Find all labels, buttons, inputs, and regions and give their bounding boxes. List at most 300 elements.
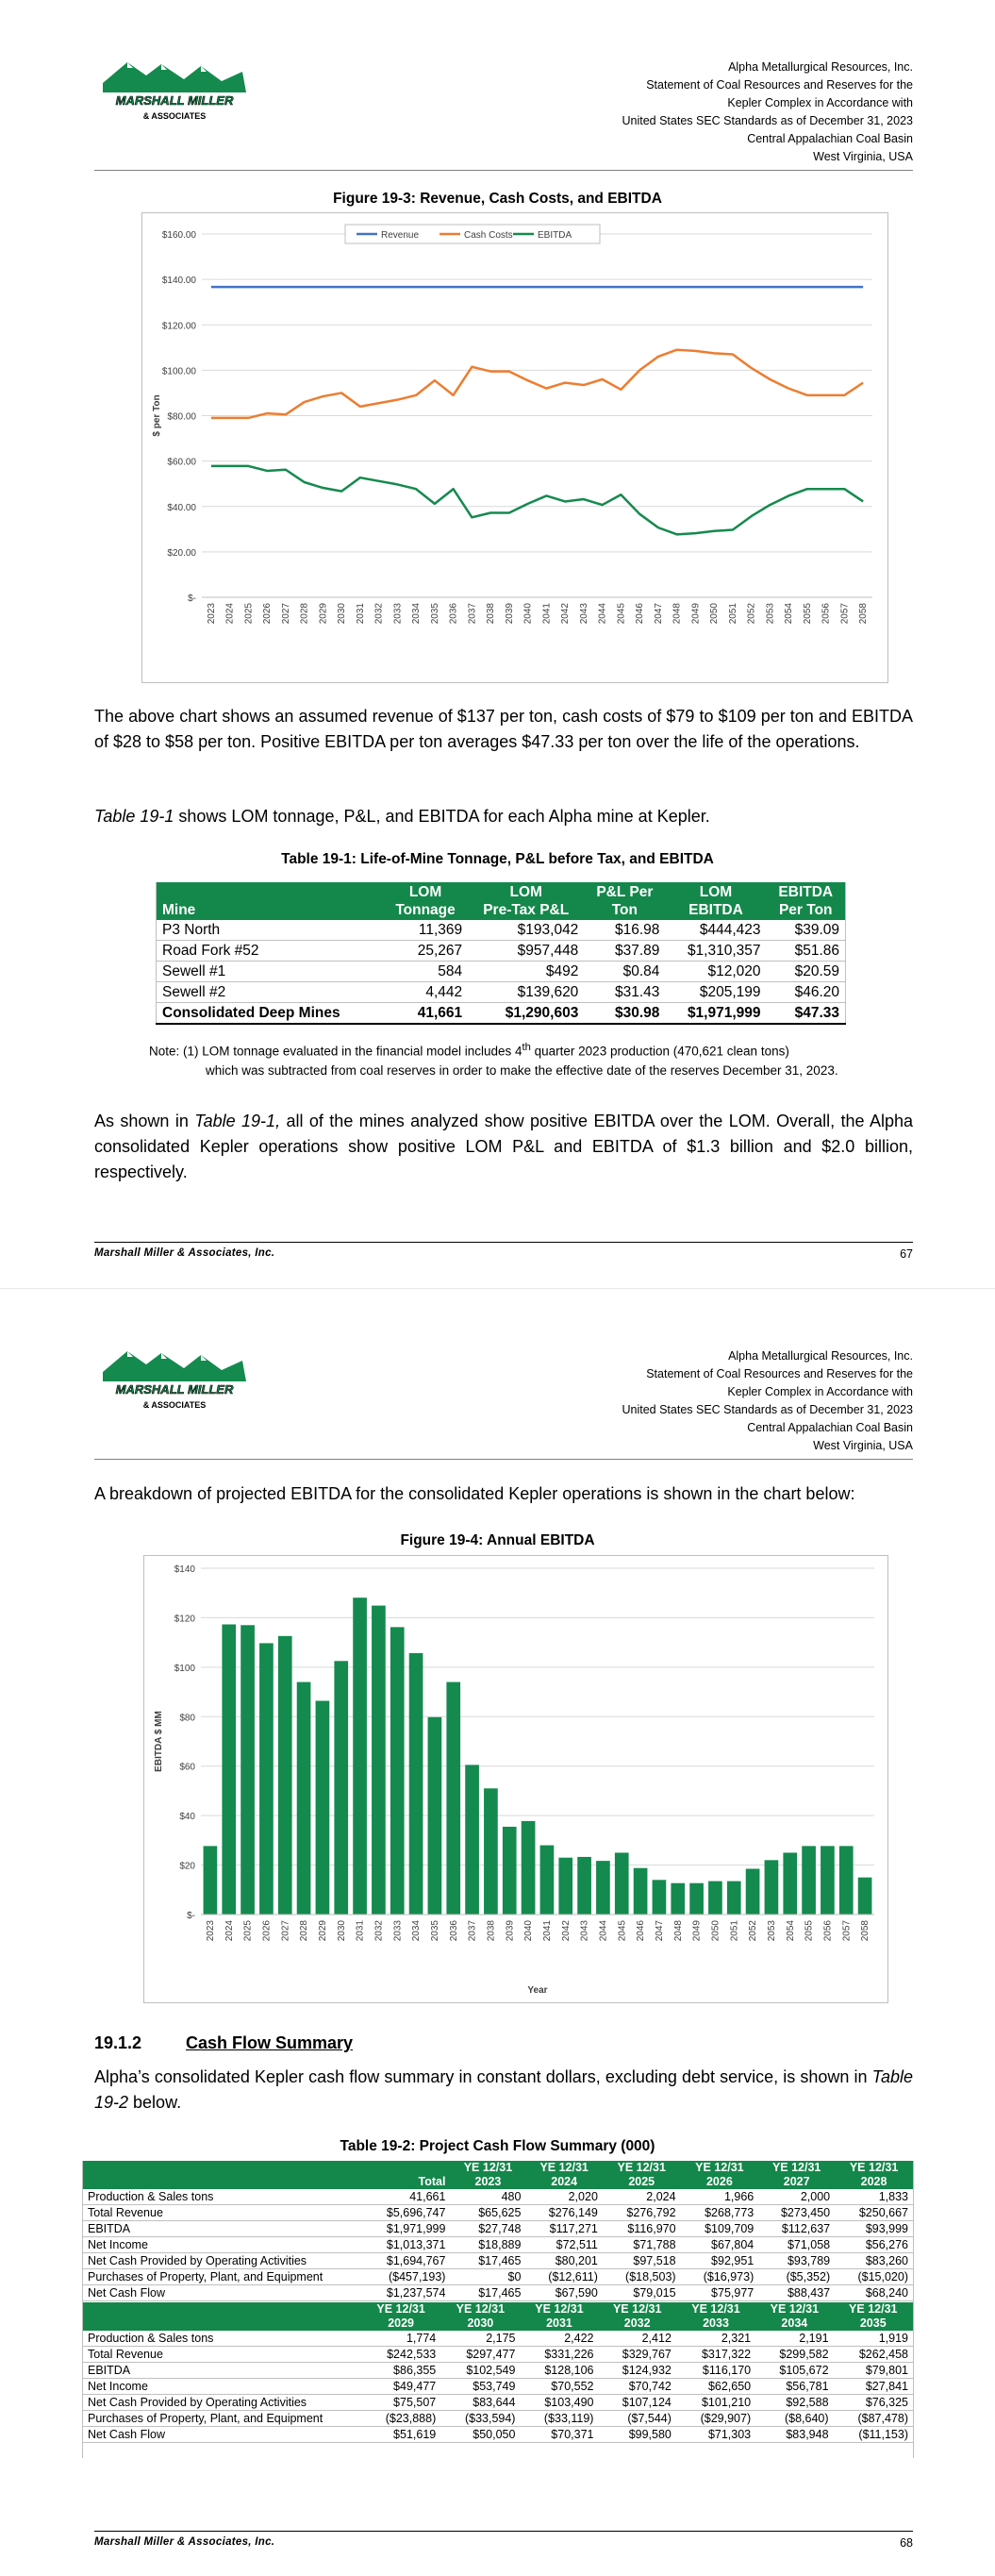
x-tick-label: 2027 [280, 603, 291, 625]
table-cell: $250,667 [835, 2205, 913, 2221]
table-row [83, 2269, 914, 2285]
table-cell: ($12,611) [525, 2269, 602, 2285]
table-cell: 25,267 [383, 941, 468, 962]
y-tick-label: $40.00 [167, 502, 196, 513]
x-tick-label: 2054 [784, 603, 795, 625]
table-cell: 480 [450, 2189, 525, 2205]
header-line: YE 12/31 [771, 2161, 821, 2174]
header-line: West Virginia, USA [813, 150, 913, 163]
paragraph-table-intro [94, 804, 913, 829]
paragraph-text: Alpha’s consolidated Kepler cash flow summary in constant dollars, excluding debt service, is shown in [94, 2067, 872, 2086]
table-cell: $99,580 [598, 2427, 675, 2443]
header-line: YE 12/31 [849, 2161, 899, 2174]
table-cell: $76,325 [834, 2395, 914, 2411]
table-cell: $97,518 [603, 2253, 681, 2269]
header-line: LOM [699, 884, 733, 900]
bar-2030 [334, 1661, 348, 1915]
bar-2037 [465, 1765, 479, 1915]
y-tick-label: $120.00 [161, 321, 196, 332]
table-cell: $17,465 [450, 2285, 525, 2301]
x-tick-label: 2052 [746, 603, 757, 625]
table-cell: $0.84 [584, 962, 665, 982]
table-cell: $65,625 [450, 2205, 525, 2221]
bar-2055 [802, 1846, 816, 1915]
header-line: 2027 [783, 2175, 810, 2188]
paragraph-text: below. [128, 2093, 182, 2112]
table-cell: 2,412 [598, 2331, 675, 2347]
legend-label: Cash Costs [464, 230, 513, 241]
column-header [584, 882, 665, 920]
column-header [665, 882, 766, 920]
x-tick-label: 2044 [597, 603, 608, 625]
table-cell: $317,322 [676, 2347, 755, 2363]
column-header [835, 2161, 913, 2189]
section-title: Cash Flow Summary [186, 2033, 354, 2052]
table-cell: $276,792 [603, 2205, 681, 2221]
column-header [598, 2302, 675, 2331]
column-header [755, 2302, 833, 2331]
x-tick-label: 2024 [224, 1920, 235, 1942]
table-cell: $39.09 [767, 920, 846, 941]
x-tick-label: 2045 [616, 603, 627, 625]
x-tick-label: 2048 [672, 1920, 684, 1942]
table-cell: $71,058 [758, 2237, 835, 2253]
x-tick-label: 2049 [691, 1920, 703, 1942]
x-tick-label: 2057 [841, 1920, 853, 1942]
svg-text:& ASSOCIATES: & ASSOCIATES [142, 1400, 207, 1410]
table-cell: ($8,640) [755, 2411, 833, 2427]
table-cell: $37.89 [584, 941, 665, 962]
paragraph-text: shows LOM tonnage, P&L, and EBITDA for each Alpha mine at Kepler. [174, 807, 710, 826]
table-cell: $88,437 [758, 2285, 835, 2301]
table-cell: ($11,153) [834, 2427, 914, 2443]
x-tick-label: 2051 [729, 1920, 740, 1942]
x-tick-label: 2030 [336, 1920, 347, 1942]
x-tick-label: 2033 [392, 1920, 404, 1942]
y-tick-label: $120 [174, 1614, 195, 1625]
table-cell: $299,582 [755, 2347, 833, 2363]
bar-2027 [278, 1636, 292, 1915]
header-line: Central Appalachian Coal Basin [747, 132, 913, 145]
table-cell: $242,533 [361, 2347, 440, 2363]
table-cell: Net Cash Flow [83, 2427, 362, 2443]
table-cell: 1,919 [834, 2331, 914, 2347]
footer-company: Marshall Miller & Associates, Inc. [94, 1247, 275, 1259]
bar-2053 [765, 1860, 779, 1915]
bar-2031 [353, 1597, 367, 1915]
table-reference: Table 19-1 [94, 807, 174, 826]
bar-2032 [372, 1606, 386, 1915]
table-spacer-row [83, 2443, 914, 2459]
table-cell: $16.98 [584, 920, 665, 941]
header-line [88, 2175, 357, 2189]
x-tick-label: 2029 [317, 1920, 328, 1942]
header-line: 2028 [860, 2175, 887, 2188]
x-tick-label: 2043 [579, 1920, 590, 1942]
x-tick-label: 2040 [523, 1920, 535, 1942]
bar-2040 [522, 1821, 536, 1915]
header-line [162, 883, 377, 901]
table-cell: $70,552 [520, 2379, 598, 2395]
header-line: YE 12/31 [612, 2302, 662, 2316]
table-cell: $116,970 [603, 2221, 681, 2237]
column-header [361, 2161, 450, 2189]
table-header-row [83, 2161, 914, 2189]
column-header [758, 2161, 835, 2189]
table-cell: $27,748 [450, 2221, 525, 2237]
table-cell: $268,773 [681, 2205, 759, 2221]
page-number: 68 [900, 2536, 913, 2550]
table-cell: Net Cash Provided by Operating Activities [83, 2253, 362, 2269]
table-cell: ($15,020) [835, 2269, 913, 2285]
header-line: Central Appalachian Coal Basin [747, 1421, 913, 1434]
figure-19-3-title: Figure 19-3: Revenue, Cash Costs, and EBITDA [333, 191, 662, 207]
x-tick-label: 2041 [541, 603, 553, 625]
table-cell: 1,774 [361, 2331, 440, 2347]
header-line: Per Ton [778, 902, 833, 918]
bar-2043 [577, 1857, 591, 1915]
bar-2038 [484, 1788, 498, 1915]
x-tick-label: 2026 [261, 1920, 273, 1942]
bar-2036 [446, 1682, 460, 1915]
cash-flow-table-continued [82, 2302, 914, 2458]
table-cell: Production & Sales tons [83, 2331, 362, 2347]
table-cell: $107,124 [598, 2395, 675, 2411]
header-line: 2023 [474, 2175, 502, 2188]
table-cell: P3 North [157, 920, 383, 941]
table-header-row [157, 882, 846, 920]
y-tick-label: $140.00 [161, 276, 196, 287]
x-tick-label: 2035 [429, 1920, 440, 1942]
table-cell: ($16,973) [681, 2269, 759, 2285]
header-line: YE 12/31 [539, 2161, 589, 2174]
y-tick-label: $- [188, 594, 196, 604]
y-tick-label: $80 [179, 1713, 195, 1724]
table-row [157, 920, 846, 941]
table-cell: ($5,352) [758, 2269, 835, 2285]
table-cell: $273,450 [758, 2205, 835, 2221]
series-line-cash-costs [211, 350, 863, 418]
table-row [83, 2331, 914, 2347]
table-cell: 41,661 [383, 1003, 468, 1025]
header-line: 2032 [623, 2317, 651, 2330]
bar-2028 [297, 1682, 311, 1915]
x-tick-label: 2038 [486, 1920, 497, 1942]
company-name: Alpha Metallurgical Resources, Inc. [728, 1349, 913, 1363]
table-row [83, 2347, 914, 2363]
column-header [157, 882, 383, 920]
table-cell: $128,106 [520, 2363, 598, 2379]
table-cell: $102,549 [440, 2363, 520, 2379]
table-cell: $68,240 [835, 2285, 913, 2301]
header-line: YE 12/31 [770, 2302, 820, 2316]
header-line: 2033 [703, 2317, 729, 2330]
header-line: Kepler Complex in Accordance with [727, 1385, 913, 1398]
bar-2045 [615, 1852, 629, 1915]
y-axis-label: $ per Ton [152, 394, 162, 437]
header-line: Kepler Complex in Accordance with [727, 96, 913, 109]
report-header [622, 59, 913, 166]
x-tick-label: 2048 [672, 603, 683, 625]
bar-2051 [727, 1882, 741, 1915]
x-tick-label: 2040 [522, 603, 534, 625]
table-cell: $49,477 [361, 2379, 440, 2395]
table-cell: 1,966 [681, 2189, 759, 2205]
paragraph-text: all of the mines analyzed show positive EBITDA over the LOM. Overall, the Alpha consolidated Kepler operations show positive LOM P&L and EBITDA of $1.3 billion and $2.0 billion, respectively. [94, 1112, 914, 1181]
table-cell: Total Revenue [83, 2205, 362, 2221]
table-cell: $117,271 [525, 2221, 602, 2237]
column-header [361, 2302, 440, 2331]
table-cell: $331,226 [520, 2347, 598, 2363]
header-divider [94, 1459, 913, 1460]
table-total-row [157, 1003, 846, 1025]
column-header [450, 2161, 525, 2189]
note-superscript: th [522, 1042, 531, 1053]
x-tick-label: 2026 [262, 603, 274, 625]
table-cell: $56,781 [755, 2379, 833, 2395]
table-row [83, 2427, 914, 2443]
report-header [622, 1347, 913, 1455]
bar-2029 [316, 1701, 330, 1915]
table-cell: $27,841 [834, 2379, 914, 2395]
bar-2046 [634, 1868, 648, 1915]
x-tick-label: 2023 [205, 1920, 216, 1942]
column-header [676, 2302, 755, 2331]
x-tick-label: 2031 [355, 1920, 366, 1942]
x-tick-label: 2056 [821, 603, 832, 625]
table-cell: $103,490 [520, 2395, 598, 2411]
x-tick-label: 2046 [635, 603, 646, 625]
y-tick-label: $20 [179, 1861, 195, 1872]
table-cell: $329,767 [598, 2347, 675, 2363]
header-line: United States SEC Standards as of December 31, 2023 [622, 1403, 913, 1416]
table-cell: Consolidated Deep Mines [157, 1003, 383, 1025]
legend-label: EBITDA [538, 230, 572, 241]
x-tick-label: 2025 [243, 603, 255, 625]
table-cell: 11,369 [383, 920, 468, 941]
header-line: Mine [162, 902, 196, 918]
x-tick-label: 2025 [242, 1920, 254, 1942]
table-cell: $17,465 [450, 2253, 525, 2269]
note-text: quarter 2023 production (470,621 clean tons) [530, 1044, 789, 1059]
table-row [83, 2253, 914, 2269]
table-cell: $101,210 [676, 2395, 755, 2411]
annual-ebitda-chart [143, 1555, 888, 2003]
x-tick-label: 2028 [299, 1920, 310, 1942]
bar-2058 [858, 1878, 872, 1915]
column-header [681, 2161, 759, 2189]
bar-2034 [409, 1653, 423, 1915]
bar-2056 [821, 1846, 835, 1915]
x-tick-label: 2052 [748, 1920, 759, 1942]
bar-2025 [240, 1625, 255, 1915]
table-cell: $139,620 [468, 982, 584, 1003]
x-tick-label: 2032 [373, 603, 385, 625]
header-line [88, 2317, 357, 2331]
header-line: EBITDA [778, 884, 834, 900]
table-cell: 1,833 [835, 2189, 913, 2205]
table-cell: Road Fork #52 [157, 941, 383, 962]
page-number: 67 [900, 1247, 913, 1261]
x-tick-label: 2033 [392, 603, 404, 625]
table-row [83, 2221, 914, 2237]
y-axis-label: EBITDA $ MM [154, 1711, 164, 1772]
x-tick-label: 2036 [448, 603, 459, 625]
x-axis-label: Year [527, 1985, 548, 1996]
footer-divider [94, 2531, 913, 2532]
x-tick-label: 2027 [280, 1920, 291, 1942]
svg-text:& ASSOCIATES: & ASSOCIATES [142, 111, 207, 121]
table-cell: 2,175 [440, 2331, 520, 2347]
table-cell: EBITDA [83, 2363, 362, 2379]
table-cell: ($457,193) [361, 2269, 450, 2285]
footer-divider [94, 1242, 913, 1243]
table-cell: Net Cash Provided by Operating Activities [83, 2395, 362, 2411]
header-line: P&L Per [596, 884, 654, 900]
table-cell: $75,507 [361, 2395, 440, 2411]
figure-19-4-title: Figure 19-4: Annual EBITDA [400, 1532, 595, 1548]
page-68 [0, 1289, 995, 2576]
x-tick-label: 2049 [690, 603, 702, 625]
line-chart-canvas [142, 213, 887, 682]
y-tick-label: $20.00 [167, 547, 196, 559]
header-line: 2026 [705, 2175, 733, 2188]
x-tick-label: 2050 [709, 603, 721, 625]
table-cell: $93,789 [758, 2253, 835, 2269]
table-cell: $93,999 [835, 2221, 913, 2237]
x-tick-label: 2039 [505, 1920, 516, 1942]
table-row [157, 941, 846, 962]
table-cell: 2,422 [520, 2331, 598, 2347]
table-cell: 2,020 [525, 2189, 602, 2205]
header-line: YE 12/31 [691, 2302, 740, 2316]
x-tick-label: 2030 [337, 603, 348, 625]
bar-2041 [540, 1846, 555, 1915]
header-line: YE 12/31 [617, 2161, 666, 2174]
table-cell: ($33,594) [440, 2411, 520, 2427]
bar-2049 [689, 1883, 704, 1915]
table-cell: $112,637 [758, 2221, 835, 2237]
table-cell: $18,889 [450, 2237, 525, 2253]
table-row [83, 2285, 914, 2301]
table-reference: Table 19-1, [194, 1112, 281, 1130]
x-tick-label: 2053 [765, 603, 776, 625]
column-header [383, 882, 468, 920]
x-tick-label: 2036 [448, 1920, 459, 1942]
x-tick-label: 2044 [598, 1920, 609, 1942]
x-tick-label: 2055 [804, 1920, 815, 1942]
paragraph-conclusion [94, 1109, 913, 1185]
bar-2047 [653, 1880, 667, 1915]
table-cell: $5,696,747 [361, 2205, 450, 2221]
table-cell: Net Income [83, 2237, 362, 2253]
company-name: Alpha Metallurgical Resources, Inc. [728, 60, 913, 74]
table-cell: Net Income [83, 2379, 362, 2395]
table-cell: $62,650 [676, 2379, 755, 2395]
x-tick-label: 2042 [560, 1920, 572, 1942]
y-tick-label: $100.00 [161, 366, 196, 377]
y-tick-label: $60 [179, 1762, 195, 1773]
column-header [767, 882, 846, 920]
table-19-2-title: Table 19-2: Project Cash Flow Summary (000) [340, 2138, 655, 2154]
header-line: 2025 [628, 2175, 655, 2188]
header-line: 2030 [467, 2317, 494, 2330]
x-tick-label: 2041 [541, 1920, 553, 1942]
table-cell: $56,276 [835, 2237, 913, 2253]
x-tick-label: 2058 [860, 1920, 871, 1942]
table-cell: 2,000 [758, 2189, 835, 2205]
table-cell: ($33,119) [520, 2411, 598, 2427]
table-reference: Table 19-2 [94, 2067, 913, 2112]
table-cell: $957,448 [468, 941, 584, 962]
x-tick-label: 2035 [429, 603, 440, 625]
bar-2039 [503, 1827, 517, 1915]
bar-2057 [839, 1846, 854, 1915]
bar-2035 [428, 1717, 442, 1915]
table-row [83, 2411, 914, 2427]
table-row [83, 2237, 914, 2253]
table-header-row [83, 2302, 914, 2331]
column-header [525, 2161, 602, 2189]
table-cell: $71,788 [603, 2237, 681, 2253]
column-header [468, 882, 584, 920]
x-tick-label: 2056 [822, 1920, 834, 1942]
y-tick-label: $60.00 [167, 457, 196, 468]
table-row [83, 2205, 914, 2221]
column-header [834, 2302, 914, 2331]
series-line-ebitda [211, 466, 863, 534]
table-cell: $67,804 [681, 2237, 759, 2253]
table-cell: $262,458 [834, 2347, 914, 2363]
x-tick-label: 2043 [578, 603, 589, 625]
lom-table [156, 882, 846, 1025]
header-line: YE 12/31 [463, 2161, 513, 2174]
table-cell: $83,644 [440, 2395, 520, 2411]
legend-label: Revenue [381, 230, 420, 241]
header-line [366, 2161, 445, 2175]
table-cell: Purchases of Property, Plant, and Equipment [83, 2411, 362, 2427]
table-cell: $1,237,574 [361, 2285, 450, 2301]
header-line: LOM [408, 884, 442, 900]
table-cell: $79,801 [834, 2363, 914, 2379]
x-tick-label: 2045 [617, 1920, 628, 1942]
header-divider [94, 170, 913, 171]
x-tick-label: 2039 [504, 603, 515, 625]
column-header [440, 2302, 520, 2331]
table-cell: $67,590 [525, 2285, 602, 2301]
table-row [83, 2379, 914, 2395]
x-tick-label: 2034 [411, 603, 423, 625]
table-cell: $124,932 [598, 2363, 675, 2379]
x-tick-label: 2037 [467, 1920, 478, 1942]
table-cell: $1,013,371 [361, 2237, 450, 2253]
table-cell [83, 2443, 914, 2459]
x-tick-label: 2029 [318, 603, 329, 625]
header-line: Ton [611, 902, 638, 918]
table-row [83, 2189, 914, 2205]
x-tick-label: 2032 [373, 1920, 385, 1942]
table-cell: $276,149 [525, 2205, 602, 2221]
table-cell: $47.33 [767, 1003, 846, 1025]
x-tick-label: 2051 [727, 603, 738, 625]
table-cell: ($23,888) [361, 2411, 440, 2427]
y-tick-label: $- [187, 1911, 195, 1921]
table-cell: $92,588 [755, 2395, 833, 2411]
paragraph-ebitda-intro: A breakdown of projected EBITDA for the consolidated Kepler operations is shown in the chart below: [94, 1484, 855, 1503]
table-cell: $1,310,357 [665, 941, 766, 962]
table-cell: 584 [383, 962, 468, 982]
table-row [157, 962, 846, 982]
